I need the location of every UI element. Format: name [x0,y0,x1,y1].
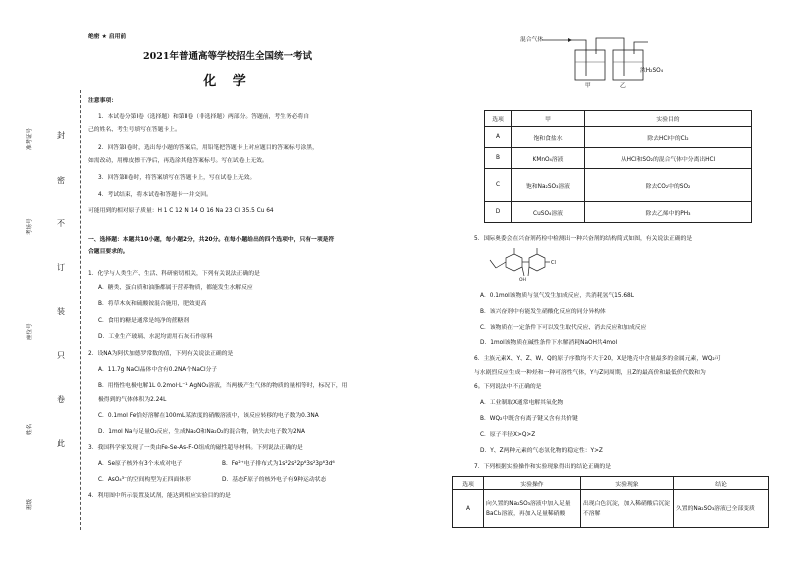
field-exam-number: 准考证号 [27,127,33,150]
section-heading-cont: 合题目要求的。 [88,249,129,255]
table-header: 甲 [512,111,585,127]
table-cell: 饱和食盐水 [512,127,585,148]
table-cell: 向久置的Na₂SO₃溶液中加入足量BaCl₂溶液，再加入足量稀硝酸 [484,490,581,528]
q3-option: A．Se原子核外有3个未成对电子 [98,461,183,467]
mixed-gas-label: 混合气体 [520,37,544,43]
table-cell: A [485,127,512,148]
q1-option: D．工业生产玻璃、水泥均需用石灰石作原料 [98,334,213,340]
table-cell: CuSO₄溶液 [512,202,585,223]
q2-option: 极得到的气体体积为2.24L [98,397,167,403]
binding-dashed-line [80,90,81,530]
table-cell: 出现白色沉淀，加入稀硝酸后沉淀不溶解 [581,490,674,528]
field-name: 姓名 [27,423,33,435]
note-line: 2．回答第Ⅰ卷时，选出每小题的答案后，用铅笔把答题卡上对应题目的答案标号涂黑， [98,145,318,151]
secret-mark: 绝密 ★ 启用前 [88,34,127,40]
q6-option: B．WQ₂中既含有离子键又含有共价键 [480,416,578,422]
seal-char: 卷 [57,395,65,404]
table-cell: 除去HCl中的Cl₂ [585,127,752,148]
seal-char: 装 [57,307,65,316]
table-header: 选项 [485,111,512,127]
q6-stem-2: 与水剧烈反应生成一种烃和一种可溶性气体，Y与Z同周期，且Z的最高价和最低价代数和为 [474,370,706,376]
q3-option: C．AsO₄³⁻的空间构型为正四面体形 [98,477,191,483]
chlorine-label: Cl [551,260,556,266]
table-cell: 久置的Na₂SO₃溶液已全部变质 [674,490,769,528]
q5-option: A．0.1mol该物质与氢气发生加成反应，共消耗氢气15.68L [480,293,634,299]
acid-label: 浓H₂SO₄ [640,68,664,74]
q7-table [452,476,769,528]
q1-option: C．食用的糖是通常是纯净的蔗糖剂 [98,318,190,324]
table-header: 实验目的 [585,111,752,127]
bottle-a-label: 甲 [585,83,591,89]
seal-char: 此 [57,439,65,448]
bottle-b-label: 乙 [620,83,626,89]
subject-title: 化 学 [203,74,252,89]
q2-option: B．用惰性电极电解1L 0.2mol·L⁻¹ AgNO₃溶液，当两极产生气体的物质的量相等时，标况下，用 [98,383,348,389]
notes-heading: 注意事项： [88,98,117,104]
q5-stem: 5．国际奥委会在兴奋剂药检中检测出一种兴奋剂的结构简式如图，有关说法正确的是 [474,236,693,242]
table-cell: KMnO₄溶液 [512,148,585,169]
q5-option: C．该物质在一定条件下可以发生取代反应、消去反应和加成反应 [480,325,647,331]
exam-title: 2021年普通高等学校招生全国统一考试 [143,51,312,62]
seal-char: 密 [57,176,65,185]
q4-stem: 4．利用图中所示装置及试剂，能达到相应实验目的的是 [88,493,231,499]
seal-char: 不 [57,219,65,228]
q3-option: D．基态F原子的核外电子有9种运动状态 [222,477,327,483]
note-line: 3．回答第Ⅱ卷时，将答案填写在答题卡上，写在试卷上无效。 [98,175,256,181]
field-room-number: 考场号 [27,218,33,235]
q2-option: C．0.1mol Fe恰好溶解在100mL某浓度的硝酸溶液中，该反应转移的电子数为0.3NA [98,413,319,419]
section-heading: 一、选择题：本题共10小题，每小题2分，共20分。在每小题给出的四个选项中，只有一项是符 [88,237,335,243]
table-cell: 除去CO₂中的SO₂ [585,169,752,202]
field-class: 班级 [27,498,33,510]
hydroxyl-label: OH [519,278,526,283]
note-line: 如需改动，用橡皮擦干净后，再选涂其他答案标号。写在试卷上无效。 [88,158,268,164]
table-cell: 除去乙烯中的PH₃ [585,202,752,223]
q6-option: D．Y、Z两种元素的气态氢化物的稳定性：Y>Z [480,448,603,454]
q6-stem: 6．主族元素X、Y、Z、W、Q的原子序数均不大于20，X是地壳中含量最多的金属元素，WQ₂可 [474,356,721,362]
note-line: 4．考试结束，将本试卷和答题卡一并交回。 [98,192,212,198]
q3-stem: 3．我国科学家发现了一类由Fe-Se-As-F-O组成的磁性超导材料。下列说法正确的是 [88,445,303,451]
q3-option: B．Fe²⁺电子排布式为1s²2s²2p⁶3s²3p⁶3d⁶ [222,461,335,467]
q6-option: C．原子半径X>Q>Z [480,432,536,438]
q1-stem: 1．化学与人类生产、生活、科研密切相关，下列有关说法正确的是 [88,271,260,277]
q4-table [484,110,752,223]
table-header: 实验操作 [484,477,581,490]
table-header: 实验现象 [581,477,674,490]
q7-stem: 7．下列根据实验操作和实验现象得出的结论正确的是 [474,464,612,470]
q1-option: A．糖类、蛋白质和油脂都属于营养物质，都能发生水解反应 [98,285,253,291]
q6-option: A．工业制取X通常电解其氧化物 [480,400,564,406]
table-header: 结论 [674,477,769,490]
q6-stem-3: 6。下列说法中不正确的是 [474,384,542,390]
note-line: 己的姓名、考生号填写在答题卡上。 [88,127,181,133]
table-cell: A [453,490,484,528]
q5-option: D．1mol该物质在碱性条件下水解消耗NaOH共4mol [480,340,618,346]
table-cell: 饱和Na₂SO₃溶液 [512,169,585,202]
q2-option: D．1mol Na与足量O₂反应，生成Na₂O和Na₂O₂的混合物，钠失去电子数为2NA [98,429,305,435]
field-seat-number: 座位号 [27,323,33,340]
table-cell: C [485,169,512,202]
table-header: 选项 [453,477,484,490]
seal-char: 订 [57,263,65,272]
q1-option: B．将草木灰和硫酸铵混合施用，肥效更高 [98,301,207,307]
note-line: 可能用到的相对原子质量：H 1 C 12 N 14 O 16 Na 23 Cl 35.5 Cu 64 [88,208,274,214]
note-line: 1．本试卷分第Ⅰ卷（选择题）和第Ⅱ卷（非选择题）两部分。答题前，考生务必将自 [98,114,310,120]
seal-char: 只 [57,351,65,360]
q2-option: A．11.7g NaCl晶体中含有0.2NA个NaCl分子 [98,367,218,373]
seal-char: 封 [57,131,65,140]
q5-option: B．该兴奋剂中有能发生硝酸化反应的同分异构体 [480,309,606,315]
table-cell: D [485,202,512,223]
q2-stem: 2．设NA为阿伏加德罗常数的值，下列有关说法正确的是 [88,351,234,357]
table-cell: 从HCl和SO₂的混合气体中分离出HCl [585,148,752,169]
table-cell: B [485,148,512,169]
